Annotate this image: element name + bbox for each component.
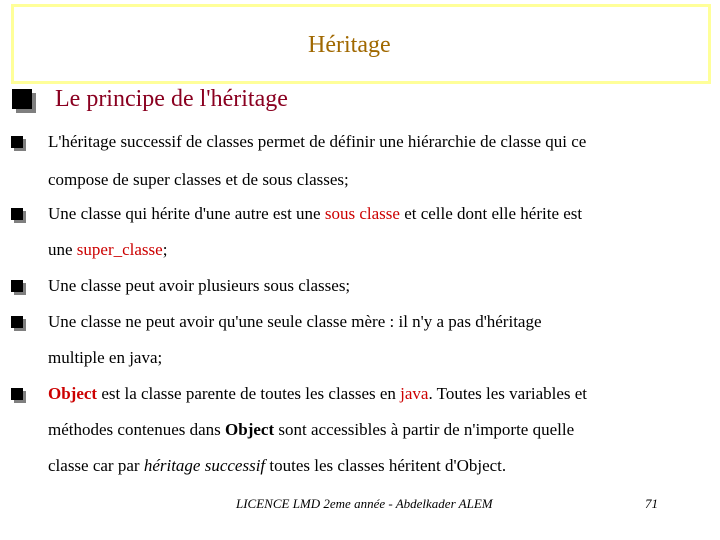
square-bullet-icon [11,388,26,403]
bullet-5-line-1 [48,384,587,404]
text-segment: toutes les classes héritent d'Object. [265,456,507,475]
bullet-3-line-1: Une classe peut avoir plusieurs sous classes; [48,276,351,295]
text-segment: sont accessibles à partir de n'importe quelle [274,420,575,439]
text-segment: est la classe parente de toutes les classes en [97,384,401,403]
footer-course: LICENCE LMD 2eme année - Abdelkader ALEM [236,496,493,511]
text-segment: une [48,240,77,259]
slide-title: Héritage [308,32,391,58]
bullet-4-line-1: Une classe ne peut avoir qu'une seule classe mère : il n'y a pas d'héritage [48,312,542,331]
bullet-1-line-1: L'héritage successif de classes permet de définir une hiérarchie de classe qui ce [48,132,587,151]
page-number: 71 [645,496,658,511]
section-heading: Le principe de l'héritage [55,86,288,112]
text-segment: Une classe qui hérite d'une autre est une [48,204,325,223]
square-bullet-icon [11,136,26,151]
bullet-2-line-1 [48,204,582,224]
text-segment: . Toutes les variables et [428,384,588,403]
bullet-5-line-2 [48,420,574,440]
square-bullet-icon [11,208,26,223]
bullet-1-line-2: compose de super classes et de sous classes; [48,170,349,189]
object-term: Object [225,420,275,439]
bullet-2-line-2 [48,240,167,260]
text-segment: et celle dont elle hérite est [399,204,583,223]
text-segment: classe car par [48,456,144,475]
java-term: java [400,384,429,403]
bullet-4-line-2: multiple en java; [48,348,163,367]
super-classe-term: super_classe [76,240,163,259]
square-bullet-icon [11,88,37,114]
square-bullet-icon [11,316,26,331]
bullet-5-line-3 [48,456,506,476]
heritage-successif-term: héritage successif [143,456,266,475]
sous-classe-term: sous classe [324,204,400,223]
text-segment: méthodes contenues dans [48,420,226,439]
text-segment: ; [162,240,168,259]
square-bullet-icon [11,280,26,295]
object-term: Object [48,384,98,403]
